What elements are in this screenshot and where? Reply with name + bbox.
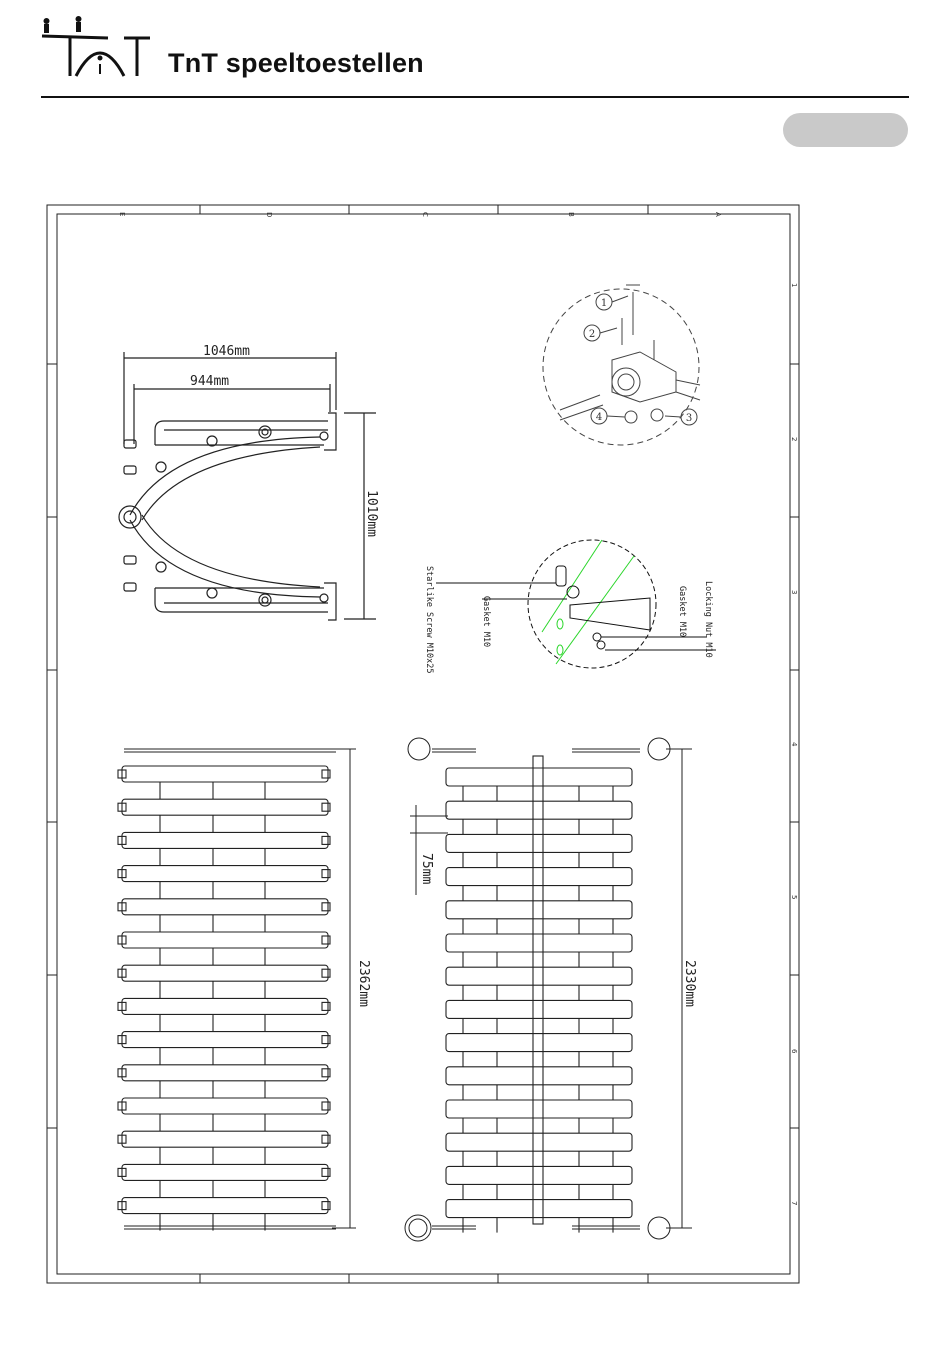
detail-screw-fixing xyxy=(436,540,716,668)
ladder-right-rail-top xyxy=(432,749,640,752)
drawing-frame-inner xyxy=(57,214,790,1274)
ladder-left-clamp xyxy=(322,836,330,844)
frame-col-a: A xyxy=(714,212,722,217)
label-gasket-left: Gasket M10 xyxy=(481,596,491,648)
dim-width-outer: 1046mm xyxy=(203,344,250,359)
ladder-left-rung xyxy=(122,899,328,915)
ladder-left-rung xyxy=(122,1098,328,1114)
label-starlike-screw: Starlike Screw M10x25 xyxy=(424,566,434,674)
frame-row-3: 3 xyxy=(790,590,798,595)
ladder-right-rung xyxy=(446,801,632,819)
part-number-1: 1 xyxy=(600,298,608,309)
ladder-left-clamp xyxy=(322,1202,330,1210)
ladder-left-clamp xyxy=(322,1102,330,1110)
dim-width-inner: 944mm xyxy=(190,374,230,389)
frame-col-b: B xyxy=(567,212,575,217)
ladder-right-rung xyxy=(446,834,632,852)
ladder-left-clamp xyxy=(322,969,330,977)
ladder-left-clamp xyxy=(322,1036,330,1044)
ladder-left-rail-top xyxy=(124,749,336,752)
frame-row-7: 7 xyxy=(790,1201,798,1206)
ladder-right-rung xyxy=(446,1034,632,1052)
ladder-left-rung xyxy=(122,1131,328,1147)
ladder-left-rung xyxy=(122,1065,328,1081)
ladder-right-spine xyxy=(533,756,543,1224)
dim-ladder-right: 2330mm xyxy=(682,960,697,1007)
dim-depth: 1010mm xyxy=(364,490,379,537)
ladder-left-clamp xyxy=(322,803,330,811)
ladder-right-rung xyxy=(446,901,632,919)
part-number-2: 2 xyxy=(588,329,596,340)
dim-rung-spacing: 75mm xyxy=(419,853,434,885)
ladder-left-clamp xyxy=(322,870,330,878)
ladder-right-rung xyxy=(446,1067,632,1085)
ladder-right-rung xyxy=(446,868,632,886)
ladder-left-rung xyxy=(122,932,328,948)
ladder-left-rung xyxy=(122,799,328,815)
ladder-left-rail-bottom xyxy=(124,1226,336,1229)
frame-row-1: 1 xyxy=(790,283,798,288)
frame-row-4: 4 xyxy=(790,742,798,747)
ladder-left-rung xyxy=(122,866,328,882)
ladder-left-clamp xyxy=(322,770,330,778)
ladder-right-rung xyxy=(446,967,632,985)
ladder-left-clamp xyxy=(322,903,330,911)
ladder-right-rung xyxy=(446,1133,632,1151)
ladder-right-rung xyxy=(446,1166,632,1184)
ladder-left-clamp xyxy=(322,1135,330,1143)
ladder-left-rung xyxy=(122,1164,328,1180)
ladder-left xyxy=(118,749,336,1231)
ladder-left-rung xyxy=(122,832,328,848)
frame-row-2: 2 xyxy=(790,437,798,442)
brand-name: TnT speeltoestellen xyxy=(168,48,424,78)
ladder-left-clamp xyxy=(322,1002,330,1010)
ladder-left-rung xyxy=(122,998,328,1014)
ladder-right-rung xyxy=(446,1000,632,1018)
frame-row-6: 6 xyxy=(790,1049,798,1054)
ladder-left-rung xyxy=(122,1198,328,1214)
frame-col-c: C xyxy=(421,212,429,217)
top-view-frame xyxy=(119,352,376,620)
frame-row-5: 5 xyxy=(790,895,798,900)
part-number-3: 3 xyxy=(685,413,693,424)
dim-ladder-left: 2362mm xyxy=(356,960,371,1007)
frame-col-e: E xyxy=(118,212,126,217)
ladder-left-rung xyxy=(122,1032,328,1048)
ladder-right-rung xyxy=(446,1100,632,1118)
ladder-right-rung xyxy=(446,934,632,952)
ladder-right-rung xyxy=(446,1200,632,1218)
label-locking-nut: Locking Nut M10 xyxy=(703,581,713,658)
frame-col-d: D xyxy=(265,212,273,218)
ladder-right-rung xyxy=(446,768,632,786)
part-number-4: 4 xyxy=(595,412,603,423)
ladder-left-clamp xyxy=(322,936,330,944)
label-gasket-right: Gasket M10 xyxy=(677,586,687,638)
ladder-left-clamp xyxy=(322,1069,330,1077)
ladder-left-clamp xyxy=(322,1168,330,1176)
ladder-right xyxy=(432,749,640,1233)
ladder-left-rung xyxy=(122,766,328,782)
detail-exploded-view xyxy=(543,285,700,445)
ladder-left-rung xyxy=(122,965,328,981)
